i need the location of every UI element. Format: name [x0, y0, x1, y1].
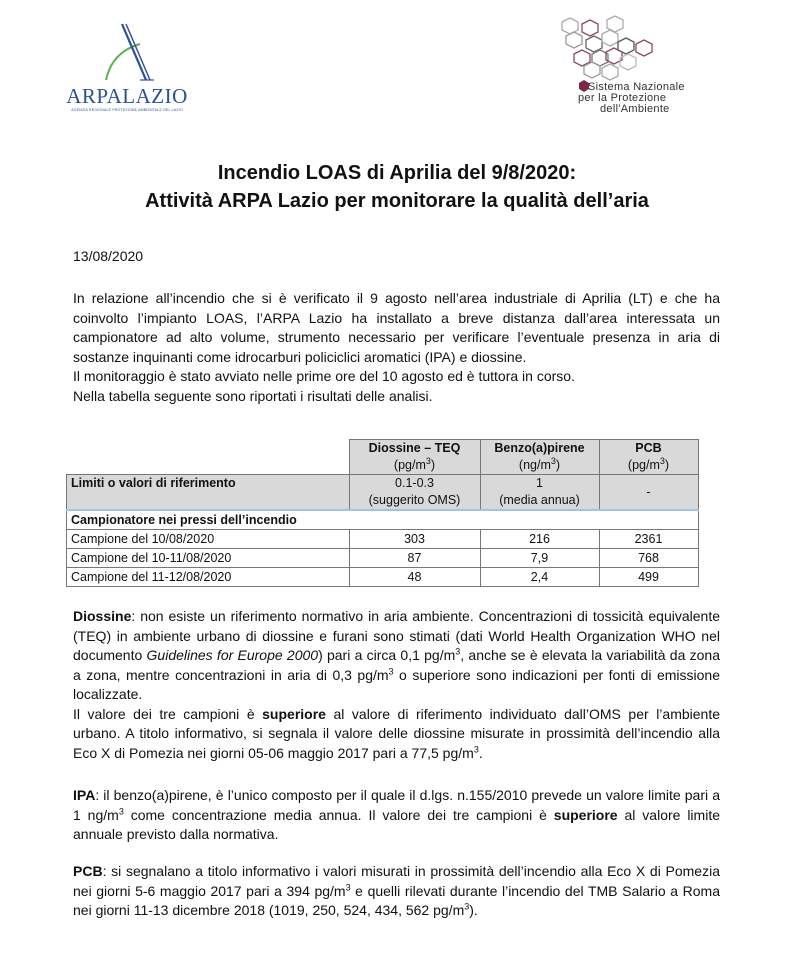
arpalazio-subtitle: AGENZIA REGIONALE PROTEZIONE AMBIENTALE DEL LAZIO	[71, 108, 183, 112]
sampler-section-label: Campionatore nei pressi dell’incendio	[67, 510, 699, 530]
snpa-line-2: per la Protezione	[578, 92, 667, 104]
monitoring-status-line: Il monitoraggio è stato avviato nelle prime ore del 10 agosto ed è tuttora in corso.	[73, 368, 575, 384]
row-label: Campione del 11-12/08/2020	[67, 568, 350, 587]
column-header-pcb: PCB $(pg/m^3)$	[599, 440, 698, 475]
table-row	[67, 530, 699, 549]
row-label: Campione del 10-11/08/2020	[67, 549, 350, 568]
pcb-paragraph: PCB: si segnalano a titolo informativo i valori misurati in prossimità dell’incendio alla Eco X di Pomezia nei giorni 5-6 maggio 2017 pari a 394 $pg/m^3$ e quelli rilevati durante l’incendio del TMB Salario a Roma nei giorni 11-13 dicembre 2018 (1019, 250, 524, 434, 562 $pg/m^3$).	[73, 863, 720, 918]
snpa-logo	[552, 14, 722, 114]
snpa-line-3: dell'Ambiente	[600, 103, 670, 115]
arpalazio-wordmark: ARPALAZIO	[66, 84, 188, 108]
ipa-paragraph: IPA: il benzo(a)pirene, è l’unico composto per il quale il d.lgs. n.155/2010 prevede un valore limite pari a 1 $ng/m^3$ come concentrazione media annua. Il valore dei tre campioni è superiore al valore limite annuale previsto dalla normativa.	[73, 787, 720, 842]
cell-diossine: 303	[349, 530, 480, 549]
cell-diossine: 48	[349, 568, 480, 587]
cell-pcb: 768	[599, 549, 698, 568]
cell-diossine: 87	[349, 549, 480, 568]
column-header-benzoapirene: Benzo(a)pirene $(ng/m^3)$	[480, 440, 599, 475]
column-header-diossine: Diossine – TEQ $(pg/m^3)$	[349, 440, 480, 475]
cell-benzoapirene: 216	[480, 530, 599, 549]
intro-section	[73, 289, 720, 406]
page-title-line-1: Incendio LOAS di Aprilia del 9/8/2020:	[217, 162, 577, 184]
results-table	[66, 439, 699, 587]
pcb-section	[73, 862, 720, 921]
cell-benzoapirene: 2,4	[480, 568, 599, 587]
reference-value-pcb: -	[599, 475, 698, 511]
hexagon-network-icon	[552, 14, 672, 86]
section-label-row	[67, 510, 699, 530]
table-intro-line: Nella tabella seguente sono riportati i risultati delle analisi.	[73, 387, 433, 404]
reference-value-benzoapirene: 1 (media annua)	[480, 475, 599, 511]
intro-paragraph: In relazione all’incendio che si è verificato il 9 agosto nell’area industriale di Aprilia (LT) e che ha coinvolto l’impianto LOAS, l’ARPA Lazio ha installato a breve distanza dall’area interessata un campionatore ad alto volume, strumento necessario per verificare l’eventuale presenza in aria di sostanze inquinanti come idrocarburi policiclici aromatici (IPA) e diossine.	[73, 290, 720, 365]
cell-pcb: 2361	[599, 530, 698, 549]
diossine-comparison-paragraph: Il valore dei tre campioni è superiore al valore di riferimento individuato dall’OMS per l’ambiente urbano. A titolo informativo, si segnala il valore delle diossine misurate in prossimità dell’incendio alla Eco X di Pomezia nei giorni 05-06 maggio 2017 pari a 77,5 $pg/m^3$.	[73, 705, 721, 761]
table-row	[67, 549, 699, 568]
table-row	[67, 568, 699, 587]
reference-row	[67, 475, 699, 511]
row-label: Campione del 10/08/2020	[67, 530, 350, 549]
diossine-section	[73, 607, 720, 763]
arpa-a-mark-icon	[100, 22, 156, 84]
cell-benzoapirene: 7,9	[480, 549, 599, 568]
page-title-line-2: Attività ARPA Lazio per monitorare la qualità dell’aria	[145, 190, 649, 212]
ipa-section	[73, 786, 720, 845]
document-date: 13/08/2020	[73, 248, 144, 264]
table-header-row	[67, 440, 699, 475]
diossine-paragraph: Diossine: non esiste un riferimento normativo in aria ambiente. Concentrazioni di tossicità equivalente (TEQ) in ambiente urbano di diossine e furani sono stimati (dati World Health Organization WHO nel documento Guidelines for Europe 2000) pari a circa 0,1 $pg/m^3$, anche se è elevata la variabilità da zona a zona, mentre concentrazioni in aria di 0,3 $pg/m^3$ o superiore sono indicazioni per fonti di emissione localizzate.	[73, 608, 720, 702]
reference-value-diossine: 0.1-0.3 (suggerito OMS)	[349, 475, 480, 511]
cell-pcb: 499	[599, 568, 698, 587]
reference-row-label: Limiti o valori di riferimento	[67, 475, 350, 511]
arpalazio-logo	[62, 22, 192, 114]
snpa-line-1: Sistema Nazionale	[588, 81, 685, 93]
